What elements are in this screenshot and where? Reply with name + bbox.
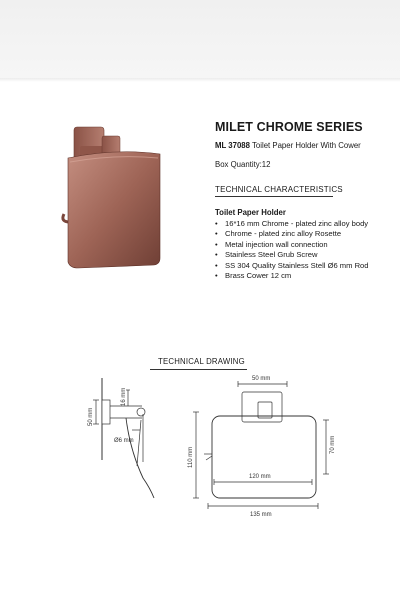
bullet-icon: • [215, 271, 218, 281]
technical-drawing [0, 370, 400, 530]
feature-item: • Stainless Steel Grub Screw [215, 250, 318, 260]
feature-item: • Brass Cower 12 cm [215, 271, 292, 281]
bullet-icon: • [215, 229, 218, 239]
product-name: Toilet Paper Holder [215, 208, 286, 217]
series-title: MILET CHROME SERIES [215, 120, 363, 134]
feature-item: • SS 304 Quality Stainless Stell Ø6 mm Rod [215, 260, 369, 270]
banner-shadow [0, 78, 400, 82]
front-view [193, 381, 329, 509]
product-photo [56, 118, 166, 278]
bullet-icon: • [215, 260, 218, 270]
model-description: Toilet Paper Holder With Cower [252, 141, 361, 150]
front-dim-total-width: 135 mm [250, 512, 272, 518]
feature-list [215, 219, 395, 281]
product-info [215, 120, 395, 281]
box-quantity: Box Quantity:12 [215, 160, 271, 169]
feature-item: • Chrome - plated zinc alloy Rosette [215, 229, 342, 239]
feature-item: • 16*16 mm Chrome - plated zinc alloy body [215, 219, 369, 228]
technical-drawing-heading: TECHNICAL DRAWING [158, 357, 245, 366]
side-dim-rod: Ø6 mm [114, 438, 134, 444]
side-dim-height: 50 mm [88, 407, 94, 426]
technical-characteristics-heading: TECHNICAL CHARACTERISTICS [215, 185, 343, 194]
front-dim-top-width: 50 mm [252, 376, 271, 382]
photo-cover [68, 152, 160, 268]
front-dim-height: 110 mm [188, 446, 194, 468]
front-dim-right-height: 70 mm [330, 435, 336, 454]
bullet-icon: • [215, 219, 218, 228]
bullet-icon: • [215, 239, 218, 249]
front-dim-cover-width: 120 mm [249, 474, 271, 480]
model-line [215, 141, 395, 150]
heading-underline [215, 196, 333, 197]
feature-item: • Metal injection wall connection [215, 239, 328, 249]
model-code: ML 37088 [215, 141, 250, 150]
top-banner-band [0, 0, 400, 78]
bullet-icon: • [215, 250, 218, 260]
side-dim-rosette: 16 mm [121, 387, 127, 406]
